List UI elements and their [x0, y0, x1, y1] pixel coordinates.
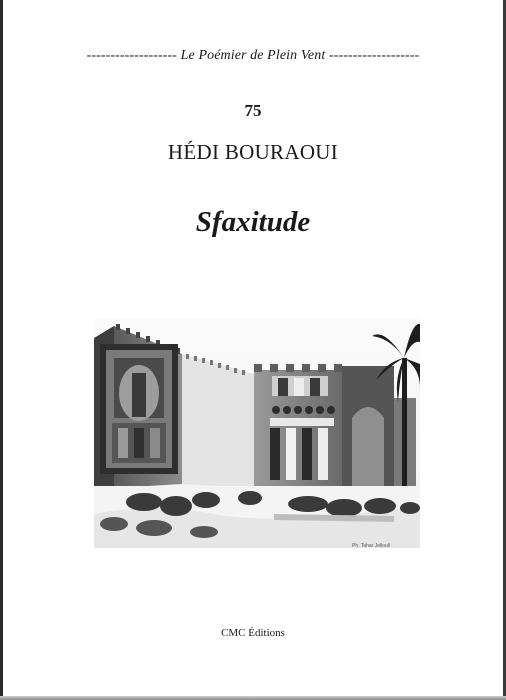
book-title: Sfaxitude	[195, 206, 311, 238]
cover-photo	[94, 318, 420, 548]
publisher-name: CMC Éditions	[221, 627, 285, 639]
series-number: 75	[244, 101, 262, 120]
photo-credit: Ph. Tahar Jellouli	[352, 543, 390, 549]
scan-edge-bottom	[0, 696, 506, 700]
author-name: HÉDI BOURAOUI	[167, 140, 339, 164]
series-name: ------------------- Le Poémier de Plein Vent -------------------	[86, 48, 420, 63]
